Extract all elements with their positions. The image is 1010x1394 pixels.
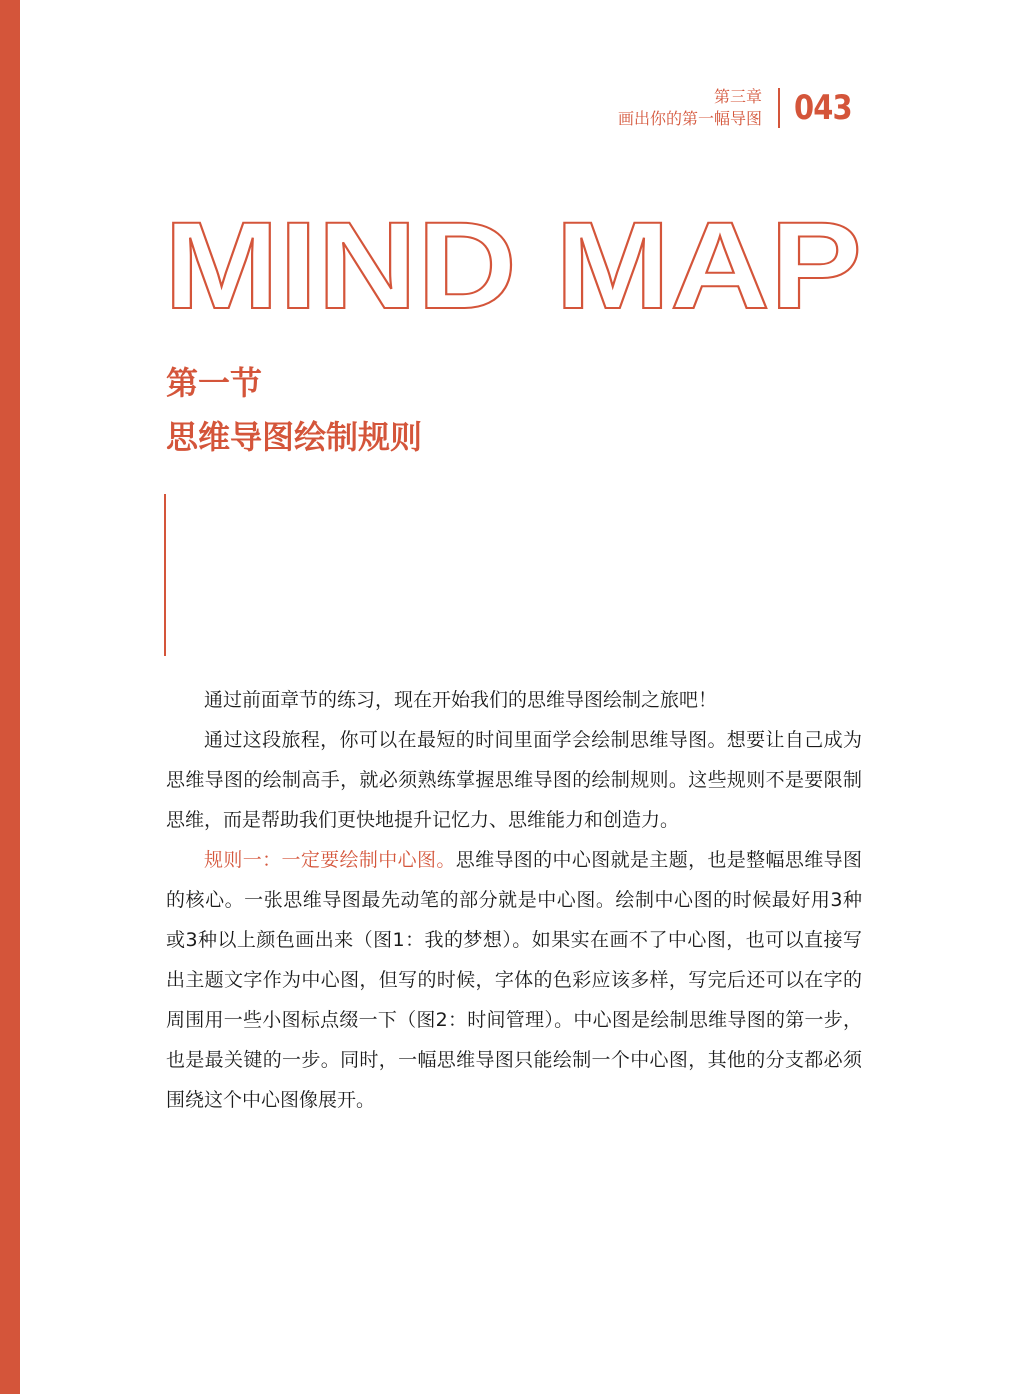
section-label: 第一节 [166,364,263,402]
outline-title-text: MIND MAP [164,200,862,320]
mind-map-outline-title [164,200,864,320]
decorative-vertical-line [164,494,166,656]
outline-title-svg [164,200,864,320]
header-text [618,86,762,130]
page-number: 043 [794,88,852,128]
chapter-label: 第三章 [714,87,763,106]
chapter-title: 画出你的第一幅导图 [618,109,763,128]
header-divider [778,88,780,128]
section-heading [166,356,422,464]
section-title: 思维导图绘制规则 [166,418,423,456]
side-color-bar [0,0,20,1394]
rule-one-highlight: 规则一：一定要绘制中心图。 [204,849,456,871]
body-text [166,680,862,1120]
paragraph-1: 通过前面章节的练习，现在开始我们的思维导图绘制之旅吧！ [204,689,718,711]
paragraph-2: 通过这段旅程，你可以在最短的时间里面学会绘制思维导图。想要让自己成为思维导图的绘制高手，就必须熟练掌握思维导图的绘制规则。这些规则不是要限制思维，而是帮助我们更快地提升记忆力、思维能力和创造力。 [166,729,862,831]
paragraph-3 [166,840,862,1120]
paragraph-3-text: 思维导图的中心图就是主题，也是整幅思维导图的核心。一张思维导图最先动笔的部分就是中心图。绘制中心图的时候最好用3种或3种以上颜色画出来（图1：我的梦想）。如果实在画不了中心图，也可以直接写出主题文字作为中心图，但写的时候，字体的色彩应该多样，写完后还可以在字的周围用一些小图标点缀一下（图2：时间管理）。中心图是绘制思维导图的第一步，也是最关键的一步。同时，一幅思维导图只能绘制一个中心图，其他的分支都必须围绕这个中心图像展开。 [166,849,862,1111]
running-header [618,86,862,130]
